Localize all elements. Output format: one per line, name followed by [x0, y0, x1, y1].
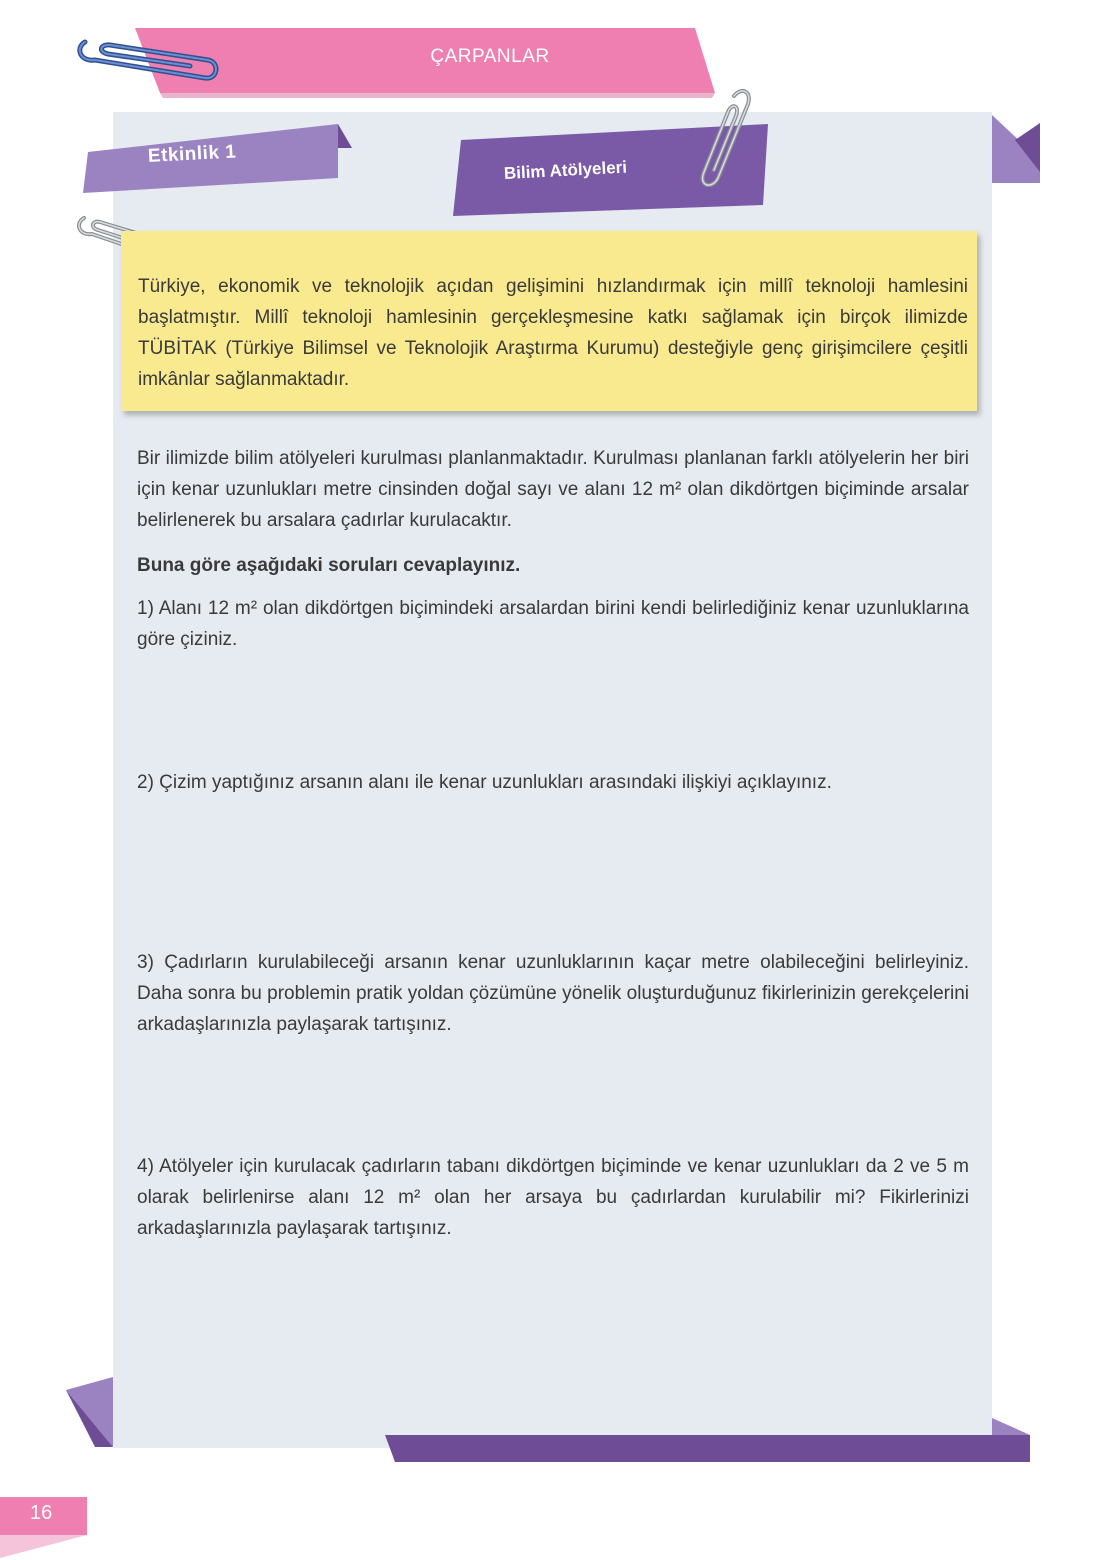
question-4: 4) Atölyeler için kurulacak çadırların tabanı dikdörtgen biçiminde ve kenar uzunlukları da 2 ve 5 m olarak belirlenirse alanı 12 m² olan her arsaya bu çadırlardan kurulabilir mi? Fikirlerinizi arkadaşlarınızla paylaşarak tartışınız. — [137, 1156, 969, 1239]
instruction-text: Buna göre aşağıdaki soruları cevaplayınız. — [137, 555, 521, 576]
bottom-band — [385, 1435, 1030, 1462]
bottom-band-light — [992, 1418, 1030, 1435]
question-1: 1) Alanı 12 m² olan dikdörtgen biçimindeki arsalardan birini kendi belirlediğiniz kenar uzunluklarına göre çiziniz. — [137, 598, 969, 650]
info-note — [121, 231, 977, 411]
header-banner-shadow — [160, 93, 715, 98]
activity-label: Etkinlik 1 — [147, 141, 237, 167]
question-2: 2) Çizim yaptığınız arsanın alanı ile kenar uzunlukları arasındaki ilişkiyi açıklayınız. — [137, 772, 832, 793]
info-note-text: Türkiye, ekonomik ve teknolojik açıdan gelişimini hızlandırmak için millî teknoloji hamlesini başlatmıştır. Millî teknoloji hamlesinin gerçekleşmesine katkı sağlamak için birçok ilimizde TÜBİTAK (Türkiye Bilimsel ve Teknolojik Araştırma Kurumu) desteğiyle genç girişimcilere çeşitli imkânlar sağlanmaktadır. — [138, 276, 968, 390]
question-3: 3) Çadırların kurulabileceği arsanın kenar uzunluklarının kaçar metre olabileceğini belirleyiniz. Daha sonra bu problemin pratik yoldan çözümüne yönelik oluşturduğunuz fikirlerinizin gerekçelerini arkadaşlarınızla paylaşarak tartışınız. — [137, 952, 969, 1035]
page-number-accent — [0, 1535, 87, 1558]
topic-label: Bilim Atölyeleri — [503, 157, 628, 183]
corner-fold-bottom-left — [66, 1377, 113, 1447]
page-number: 16 — [30, 1502, 53, 1524]
intro-paragraph: Bir ilimizde bilim atölyeleri kurulması planlanmaktadır. Kurulması planlanan farklı atölyelerin her biri için kenar uzunlukları metre cinsinden doğal sayı ve alanı 12 m² olan dikdörtgen biçiminde arsalar belirlenerek bu arsalara çadırlar kurulacaktır. — [137, 448, 969, 531]
chapter-title: ÇARPANLAR — [430, 46, 550, 67]
